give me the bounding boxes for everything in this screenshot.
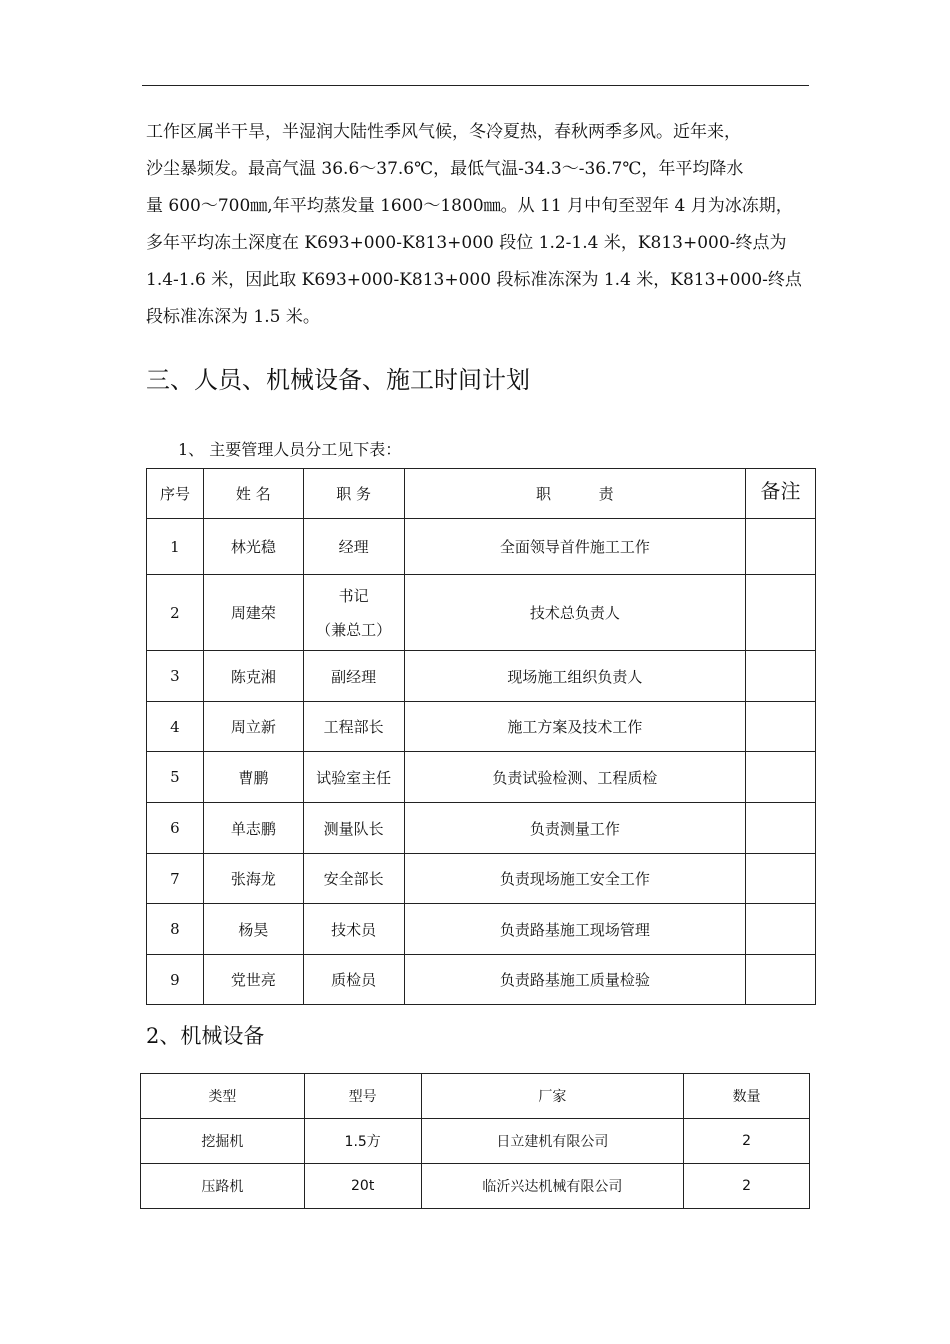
header-type: 类型 [141, 1074, 305, 1119]
cell-post: 技术员 [303, 904, 404, 955]
table-row [147, 702, 816, 752]
paragraph-line: 多年平均冻土深度在 K693+000-K813+000 段位 1.2-1.4 米，K813+000-终点为 [146, 233, 787, 253]
subsection-heading: 2、机械设备 [146, 1024, 265, 1048]
cell-name: 周立新 [203, 702, 303, 752]
cell-qty: 2 [684, 1164, 810, 1209]
header-name: 姓 名 [203, 469, 303, 519]
paragraph-line: 1.4-1.6 米，因此取 K693+000-K813+000 段标准冻深为 1.4 米，K813+000-终点 [146, 270, 802, 290]
cell-post [303, 575, 404, 651]
table-row [141, 1119, 810, 1164]
cell-no: 1 [147, 519, 204, 575]
paragraph-line: 量 600～700㎜,年平均蒸发量 1600～1800㎜。从 11 月中旬至翌年 4 月为冰冻期， [146, 196, 793, 216]
cell-remark [746, 803, 816, 854]
cell-remark [746, 651, 816, 702]
cell-model: 20t [304, 1164, 421, 1209]
cell-name: 单志鹏 [203, 803, 303, 854]
paragraph-line: 工作区属半干旱，半湿润大陆性季风气候，冬冷夏热，春秋两季多风。近年来， [146, 122, 741, 142]
post-line: （兼总工） [316, 620, 392, 639]
cell-post: 工程部长 [303, 702, 404, 752]
cell-remark [746, 519, 816, 575]
paragraph-line: 段标准冻深为 1.5 米。 [146, 307, 320, 327]
cell-remark [746, 854, 816, 904]
cell-name: 党世亮 [203, 955, 303, 1005]
table-row [147, 854, 816, 904]
cell-post: 质检员 [303, 955, 404, 1005]
cell-no: 7 [147, 854, 204, 904]
table-header-row [141, 1074, 810, 1119]
paragraph-line: 沙尘暴频发。最高气温 36.6～37.6℃，最低气温-34.3～-36.7℃，年平均降水 [146, 159, 744, 179]
cell-no: 3 [147, 651, 204, 702]
table-row [141, 1164, 810, 1209]
header-no: 序号 [147, 469, 204, 519]
post-line: 书记 [338, 586, 369, 605]
header-rule [142, 85, 809, 86]
cell-model: 1.5方 [304, 1119, 421, 1164]
header-model: 型号 [304, 1074, 421, 1119]
staff-table [146, 468, 816, 1005]
cell-name: 林光稳 [203, 519, 303, 575]
cell-duty: 负责试验检测、工程质检 [404, 752, 745, 803]
cell-remark [746, 702, 816, 752]
staff-table-caption: 1、 主要管理人员分工见下表： [178, 440, 402, 459]
cell-name: 陈克湘 [203, 651, 303, 702]
cell-duty: 负责现场施工安全工作 [404, 854, 745, 904]
climate-paragraph [146, 114, 816, 336]
table-row [147, 519, 816, 575]
cell-duty: 负责路基施工质量检验 [404, 955, 745, 1005]
cell-maker: 临沂兴达机械有限公司 [421, 1164, 684, 1209]
cell-remark [746, 575, 816, 651]
cell-duty: 负责测量工作 [404, 803, 745, 854]
cell-no: 9 [147, 955, 204, 1005]
cell-no: 2 [147, 575, 204, 651]
cell-type: 挖掘机 [141, 1119, 305, 1164]
cell-post: 测量队长 [303, 803, 404, 854]
table-row [147, 955, 816, 1005]
header-maker: 厂家 [421, 1074, 684, 1119]
header-remark: 备注 [746, 469, 816, 519]
cell-post: 安全部长 [303, 854, 404, 904]
cell-post: 经理 [303, 519, 404, 575]
cell-duty: 技术总负责人 [404, 575, 745, 651]
cell-no: 8 [147, 904, 204, 955]
cell-duty: 现场施工组织负责人 [404, 651, 745, 702]
table-row [147, 651, 816, 702]
table-row [147, 803, 816, 854]
cell-post: 试验室主任 [303, 752, 404, 803]
cell-remark [746, 752, 816, 803]
cell-post: 副经理 [303, 651, 404, 702]
section-heading: 三、人员、机械设备、施工时间计划 [146, 366, 530, 394]
cell-type: 压路机 [141, 1164, 305, 1209]
cell-no: 5 [147, 752, 204, 803]
cell-remark [746, 904, 816, 955]
table-row [147, 904, 816, 955]
cell-name: 张海龙 [203, 854, 303, 904]
header-qty: 数量 [684, 1074, 810, 1119]
cell-maker: 日立建机有限公司 [421, 1119, 684, 1164]
table-header-row [147, 469, 816, 519]
cell-duty: 施工方案及技术工作 [404, 702, 745, 752]
cell-duty: 全面领导首件施工工作 [404, 519, 745, 575]
table-row [147, 752, 816, 803]
cell-qty: 2 [684, 1119, 810, 1164]
cell-name: 周建荣 [203, 575, 303, 651]
header-post: 职 务 [303, 469, 404, 519]
cell-no: 4 [147, 702, 204, 752]
cell-remark [746, 955, 816, 1005]
cell-name: 杨昊 [203, 904, 303, 955]
table-row [147, 575, 816, 651]
cell-duty: 负责路基施工现场管理 [404, 904, 745, 955]
cell-no: 6 [147, 803, 204, 854]
header-duty: 职 责 [404, 469, 745, 519]
equipment-table [140, 1073, 810, 1209]
cell-name: 曹鹏 [203, 752, 303, 803]
